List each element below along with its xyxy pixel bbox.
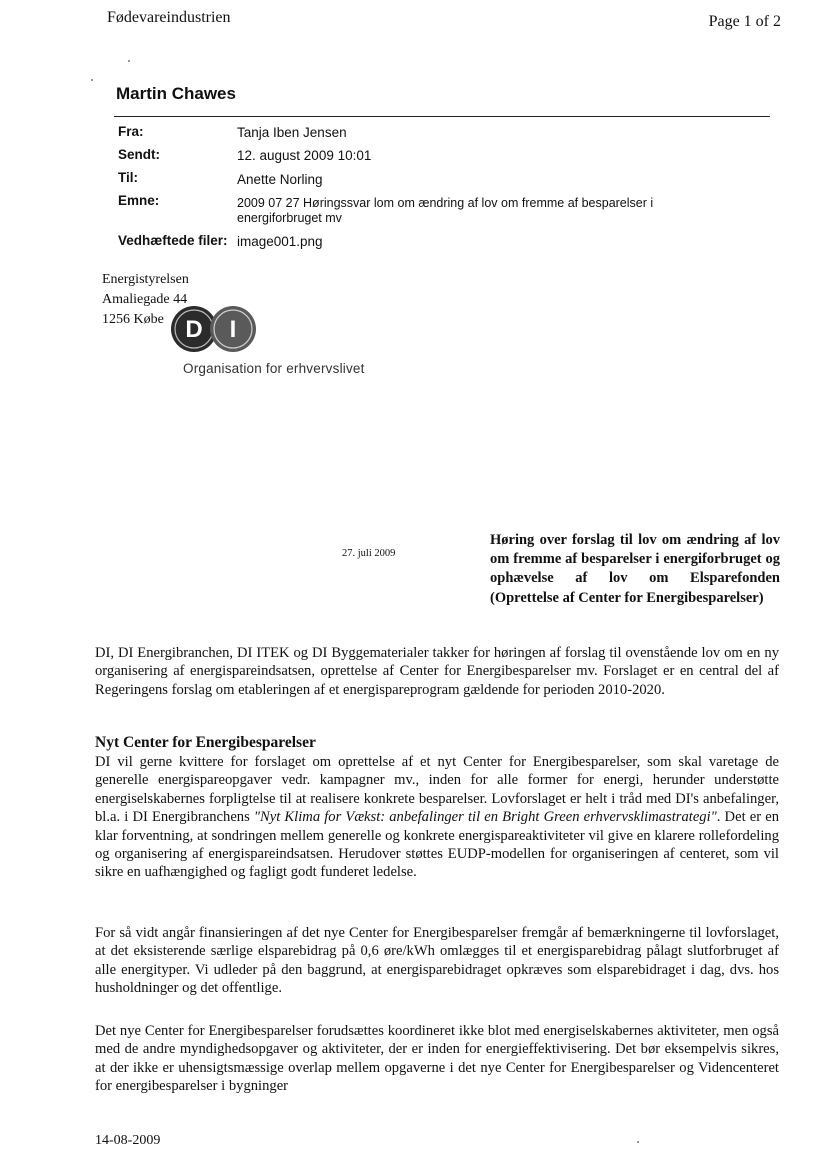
di-logo <box>170 304 258 354</box>
page-header-left: Fødevareindustrien <box>107 9 231 26</box>
paragraph-1 <box>95 753 779 882</box>
letter-subject: Høring over forslag til lov om ændring af lov om fremme af besparelser i energiforbruget og ophævelse af lov om Elsparefonden (Oprettelse af Center for Energibesparelser) <box>490 532 780 606</box>
logo-letter-d: D <box>185 316 203 343</box>
footer-date: 14-08-2009 <box>95 1133 161 1148</box>
paragraph-1-part-a: DI vil gerne kvittere for forslaget om oprettelse af et nyt Center for Energibesparelser, som skal varetage de generelle energispareopgaver vedr. kampagner mv., inden for alle former for energi, herunder understøtte energiselskabernes forpligtelse til at realisere konkrete besparelser. Lovforslaget er helt i tråd med DI's anbefalinger, bl.a. i DI Energibranchens <box>95 754 779 826</box>
from-value: Tanja Iben Jensen <box>237 125 347 140</box>
section-heading: Nyt Center for Energibesparelser <box>95 734 316 751</box>
subject-value-line1: 2009 07 27 Høringssvar lom om ændring af lov om fremme af besparelser i <box>237 196 654 210</box>
logo-caption: Organisation for erhvervslivet <box>183 361 365 376</box>
address-line: 1256 Købe <box>102 312 164 327</box>
attachments-label: Vedhæftede filer: <box>118 233 228 248</box>
address-line: Energistyrelsen <box>102 272 189 287</box>
logo-letter-i: I <box>229 316 237 343</box>
to-label: Til: <box>118 170 138 185</box>
scan-speck <box>128 60 130 62</box>
subject-value-line2: energiforbruget mv <box>237 211 342 225</box>
sent-value: 12. august 2009 10:01 <box>237 148 372 163</box>
paragraph-1-part-b: . Det er en klar forventning, at sondringen mellem generelle og konkrete energispareaktiviteter vil give en klarere rollefordeling og organisering af energispareindsatsen. Herudover støttes EUDP-modellen for organiseringen af centeret, som vil sikre en uafhængighed og fagligt godt funderet ledelse. <box>95 809 780 881</box>
to-value: Anette Norling <box>237 172 323 187</box>
subject-label: Emne: <box>118 193 160 208</box>
address-line: Amaliegade 44 <box>102 292 188 307</box>
scan-speck <box>91 79 93 81</box>
attachment-link[interactable]: image001.png <box>237 234 323 249</box>
sent-label: Sendt: <box>118 147 160 162</box>
sender-name: Martin Chawes <box>116 84 236 103</box>
report-title-italic: "Nyt Klima for Vækst: anbefalinger til en Bright Green erhvervsklimastrategi" <box>253 809 717 826</box>
header-divider <box>114 116 770 117</box>
from-label: Fra: <box>118 124 144 139</box>
paragraph-3: Det nye Center for Energibesparelser forudsættes koordineret ikke blot med energiselskabernes aktiviteter, men også med de andre myndighedsopgaver og aktiviteter, der er inden for energieffektivisering. Det bør eksempelvis sikres, at der ikke er uhensigtsmæssige overlap mellem opgaverne i det nye Center for Energibesparelser og Videncenteret for energibesparelser i bygninger <box>95 1023 779 1095</box>
paragraph-2: For så vidt angår finansieringen af det nye Center for Energibesparelser fremgår af bemærkningerne til lovforslaget, at det eksisterende særlige elsparebidrag på 0,6 øre/kWh omlægges til et energisparebidrag pålagt slutforbruget af alle energityper. Vi udleder på den baggrund, at energisparebidraget opkræves som elsparebidraget i dag, dvs. hos husholdninger og det offentlige. <box>95 925 779 997</box>
scan-speck <box>637 1141 639 1143</box>
intro-paragraph: DI, DI Energibranchen, DI ITEK og DI Byggematerialer takker for høringen af forslag til ovenstående lov om en ny organisering af energispareindsatsen, oprettelse af Center for Energibesparelser mv. Forslaget er en central del af Regeringens forslag om etableringen af et energispareprogram gældende for perioden 2010-2020. <box>95 645 779 698</box>
page-number: Page 1 of 2 <box>708 13 781 30</box>
letter-date: 27. juli 2009 <box>342 548 396 559</box>
